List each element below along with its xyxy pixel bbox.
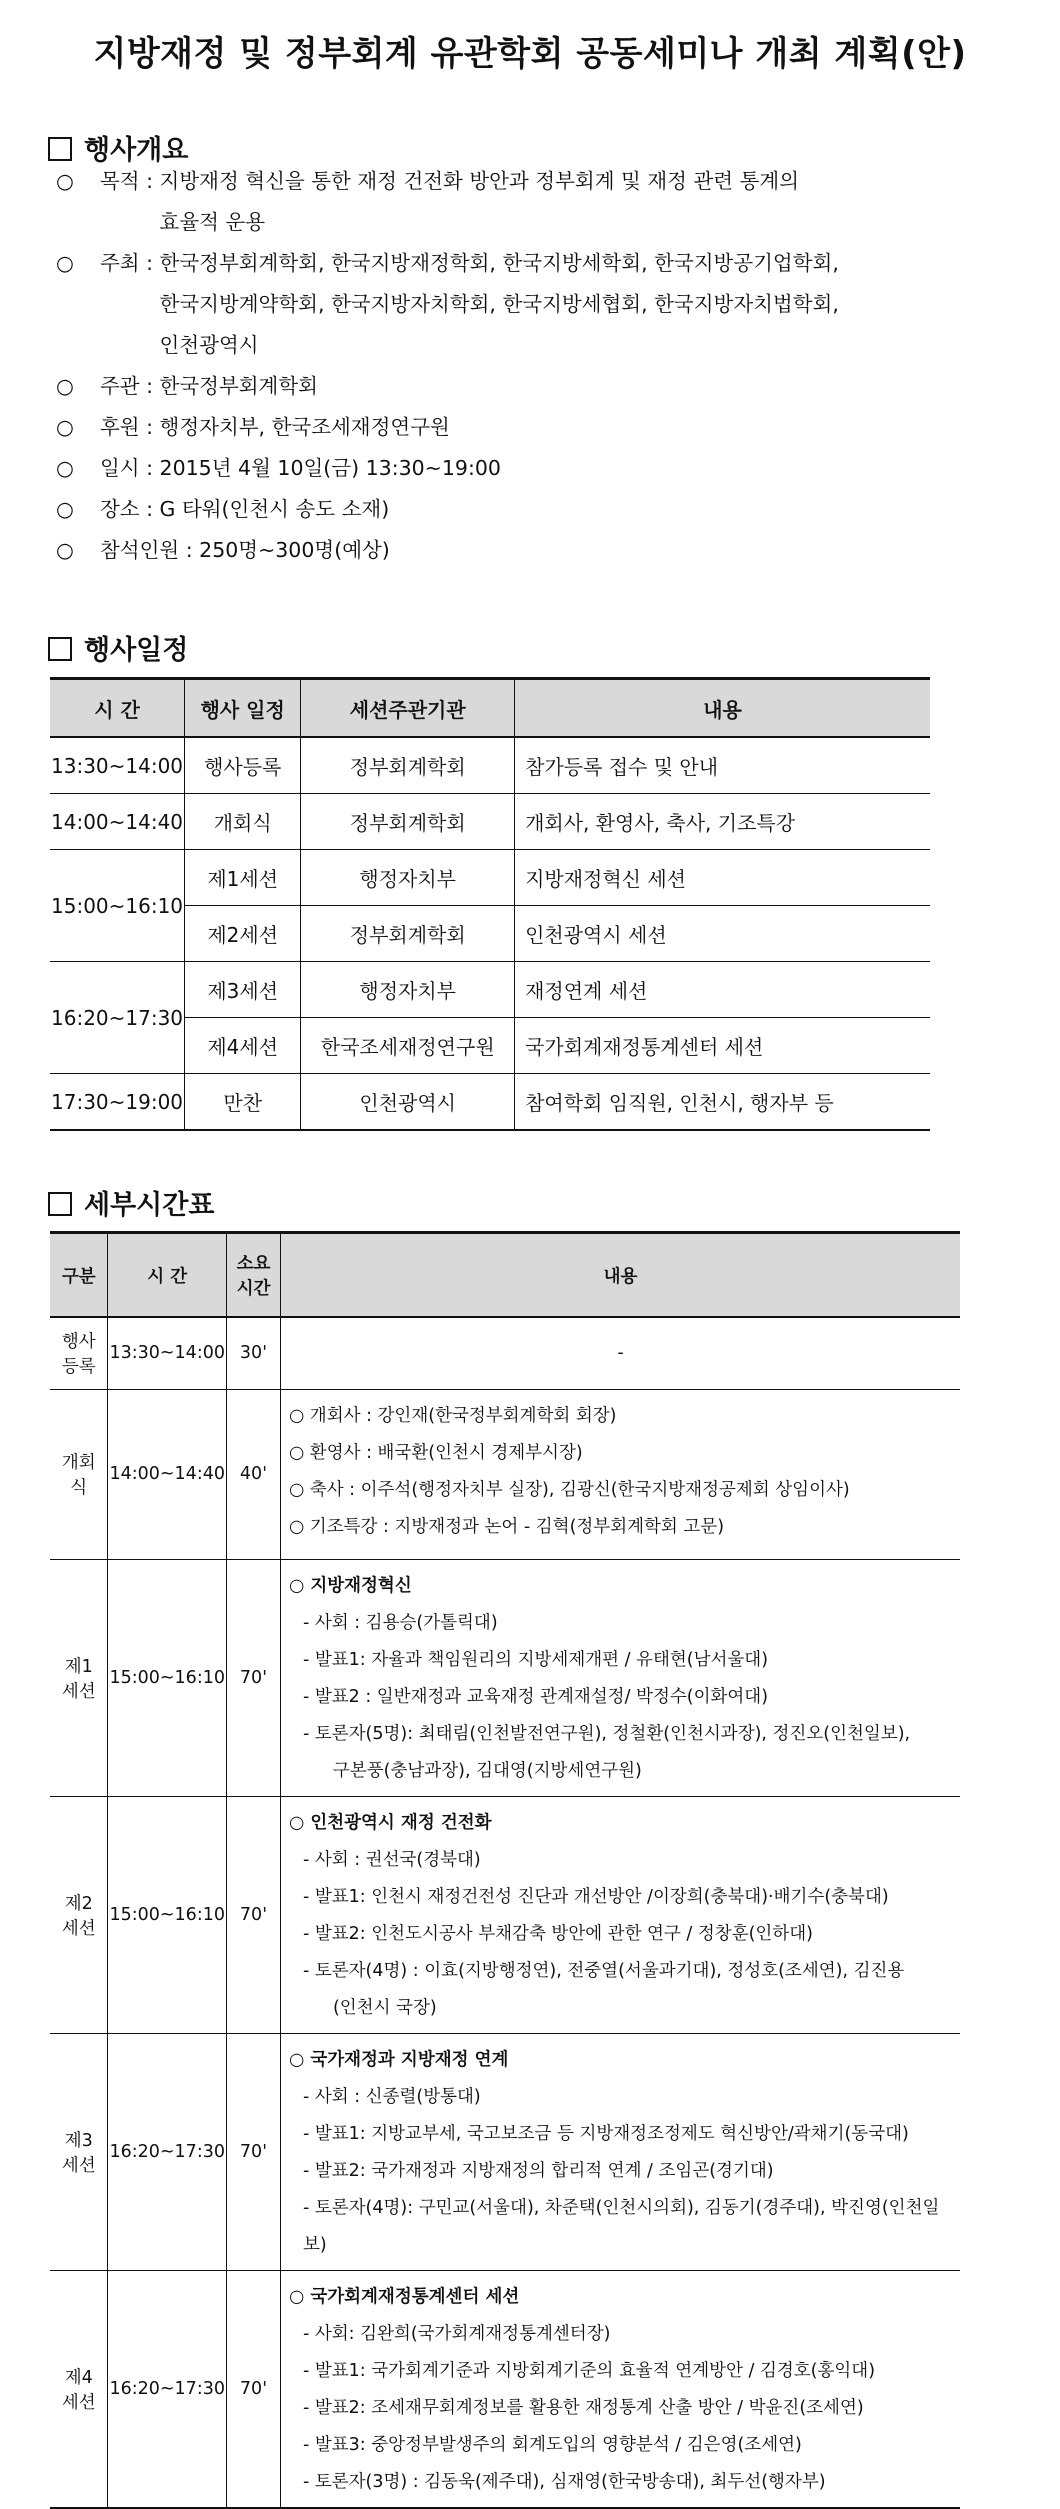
checkbox-square-icon <box>48 1192 72 1216</box>
table-row: 15:00~16:10 제1세션 행정자치부 지방재정혁신 세션 <box>50 850 930 906</box>
table-row: 17:30~19:00 만찬 인천광역시 참여학회 임직원, 인천시, 행자부 등 <box>50 1074 930 1131</box>
overview-item-organizer: ○ 주관 : 한국정부회계학회 <box>56 366 1016 407</box>
schedule-table <box>50 677 930 1131</box>
table-row: 제4세션 한국조세재정연구원 국가회계재정통계센터 세션 <box>50 1018 930 1074</box>
table-row: 개회 식 14:00~14:40 40' ○ 개회사 : 강인재(한국정부회계학회 회장) ○ 환영사 : 배국환(인천시 경제부시장) ○ 축사 : 이주석(행정자치부 실장), 김광신(한국지방재정공제회 상임이사) ○ 기조특강 : 지방재정과 논어 - 김혁(정부회계학회 고문) <box>50 1389 960 1559</box>
bullet-circle-icon: ○ <box>56 251 74 275</box>
checkbox-square-icon <box>48 637 72 661</box>
overview-item-venue: ○ 장소 : G 타워(인천시 송도 소재) <box>56 489 1016 530</box>
overview-item-attendance: ○ 참석인원 : 250명~300명(예상) <box>56 530 1016 571</box>
bullet-circle-icon: ○ <box>56 497 74 521</box>
table-row: 13:30~14:00 행사등록 정부회계학회 참가등록 접수 및 안내 <box>50 737 930 794</box>
bullet-circle-icon: ○ <box>56 538 74 562</box>
overview-item-host: ○ 주최 : 한국정부회계학회, 한국지방재정학회, 한국지방세학회, 한국지방공기업학회, 한국지방계약학회, 한국지방자치학회, 한국지방세협회, 한국지방자치법학회, 인천광역시 <box>56 243 1016 366</box>
bullet-circle-icon: ○ <box>56 374 74 398</box>
table-row: 제2세션 정부회계학회 인천광역시 세션 <box>50 906 930 962</box>
table-header-row <box>50 679 930 738</box>
column-header: 시 간 <box>50 679 185 738</box>
overview-heading: 행사개요 <box>48 128 188 167</box>
table-row: 제1 세션 15:00~16:10 70' ○ 지방재정혁신 - 사회 : 김용승(가톨릭대) - 발표1: 자율과 책임원리의 지방세제개편 / 유태현(남서울대) - 발표2 : 일반재정과 교육재정 관계재설정/ 박정수(이화여대) - 토론자(5명): 최태림(인천발전연구원), 정철환(인천시과장), 정진오(인천일보), 구본풍(충남과장), 김대영(지방세연구원) <box>50 1559 960 1796</box>
detail-heading: 세부시간표 <box>48 1183 214 1222</box>
detail-table <box>50 1231 960 2509</box>
bullet-circle-icon: ○ <box>56 169 74 193</box>
bullet-circle-icon: ○ <box>56 456 74 480</box>
bullet-circle-icon: ○ <box>56 415 74 439</box>
overview-list <box>56 161 1016 571</box>
table-row: 행사 등록 13:30~14:00 30' - <box>50 1317 960 1389</box>
column-header: 소요 시간 <box>226 1233 280 1318</box>
column-header: 내용 <box>515 679 930 738</box>
column-header: 세션주관기관 <box>301 679 515 738</box>
checkbox-square-icon <box>48 137 72 161</box>
table-row: 제3 세션 16:20~17:30 70' ○ 국가재정과 지방재정 연계 - 사회 : 신종렬(방통대) - 발표1: 지방교부세, 국고보조금 등 지방재정조정제도 혁신방안/곽채기(동국대) - 발표2: 국가재정과 지방재정의 합리적 연계 / 조임곤(경기대) - 토론자(4명): 구민교(서울대), 차준택(인천시의회), 김동기(경주대), 박진영(인천일보) <box>50 2033 960 2270</box>
column-header: 시 간 <box>108 1233 227 1318</box>
column-header: 행사 일정 <box>185 679 301 738</box>
overview-item-sponsor: ○ 후원 : 행정자치부, 한국조세재정연구원 <box>56 407 1016 448</box>
table-row: 14:00~14:40 개회식 정부회계학회 개회사, 환영사, 축사, 기조특강 <box>50 794 930 850</box>
column-header: 구분 <box>50 1233 108 1318</box>
table-row: 16:20~17:30 제3세션 행정자치부 재정연계 세션 <box>50 962 930 1018</box>
table-header-row <box>50 1233 960 1318</box>
overview-item-purpose: ○ 목적 : 지방재정 혁신을 통한 재정 건전화 방안과 정부회계 및 재정 관련 통계의 효율적 운용 <box>56 161 1016 243</box>
table-row: 제2 세션 15:00~16:10 70' ○ 인천광역시 재정 건전화 - 사회 : 권선국(경북대) - 발표1: 인천시 재정건전성 진단과 개선방안 /이장희(충북대)·배기수(충북대) - 발표2: 인천도시공사 부채감축 방안에 관한 연구 / 정창훈(인하대) - 토론자(4명) : 이효(지방행정연), 전중열(서울과기대), 정성호(조세연), 김진용 (인천시 국장) <box>50 1796 960 2033</box>
document-title: 지방재정 및 정부회계 유관학회 공동세미나 개최 계획(안) <box>93 34 967 74</box>
table-row: 제4 세션 16:20~17:30 70' ○ 국가회계재정통계센터 세션 - 사회: 김완희(국가회계재정통계센터장) - 발표1: 국가회계기준과 지방회계기준의 효율적 연계방안 / 김경호(홍익대) - 발표2: 조세재무회계정보를 활용한 재정통계 산출 방안 / 박윤진(조세연) - 발표3: 중앙정부발생주의 회계도입의 영향분석 / 김은영(조세연) - 토론자(3명) : 김동욱(제주대), 심재영(한국방송대), 최두선(행자부) <box>50 2270 960 2508</box>
schedule-heading: 행사일정 <box>48 628 188 667</box>
overview-item-date: ○ 일시 : 2015년 4월 10일(금) 13:30~19:00 <box>56 448 1016 489</box>
column-header: 내용 <box>280 1233 960 1318</box>
